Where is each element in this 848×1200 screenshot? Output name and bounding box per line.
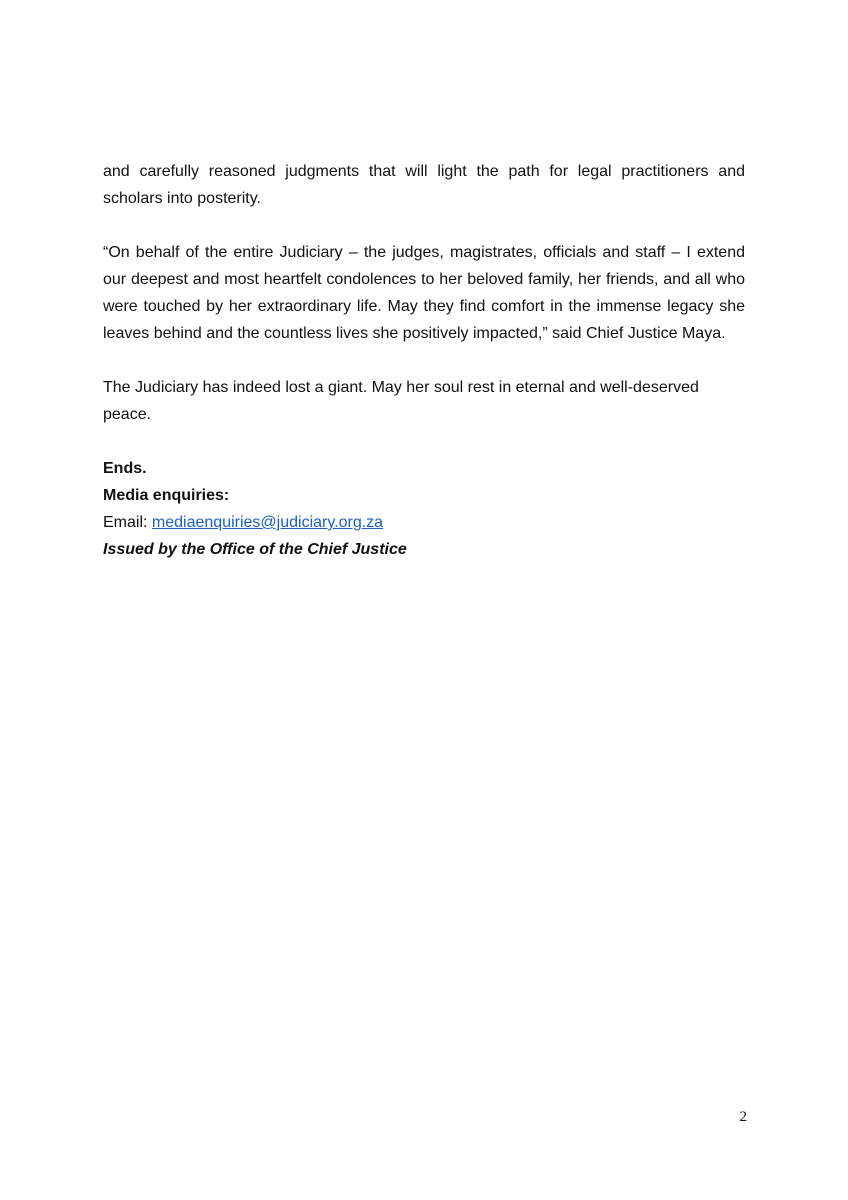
document-body bbox=[103, 158, 745, 563]
paragraph-quote: “On behalf of the entire Judiciary – the judges, magistrates, officials and staff – I extend our deepest and most heartfelt condolences to her beloved family, her friends, and all who were touched by her extraordinary life. May they find comfort in the immense legacy she leaves behind and the countless lives she positively impacted,” said Chief Justice Maya. bbox=[103, 244, 745, 342]
paragraph-continuation: and carefully reasoned judgments that will light the path for legal practitioners and scholars into posterity. bbox=[103, 163, 745, 207]
email-link[interactable]: mediaenquiries@judiciary.org.za bbox=[151, 514, 384, 531]
email-line bbox=[103, 509, 745, 536]
closing-block bbox=[103, 455, 745, 563]
issued-by-line: Issued by the Office of the Chief Justice bbox=[103, 541, 407, 558]
page-number: 2 bbox=[739, 1109, 747, 1125]
media-enquiries-label: Media enquiries: bbox=[103, 487, 230, 504]
ends-label: Ends. bbox=[103, 460, 147, 477]
paragraph-closing: The Judiciary has indeed lost a giant. May her soul rest in eternal and well-deserved peace. bbox=[103, 379, 699, 423]
email-label: Email: bbox=[103, 514, 152, 531]
